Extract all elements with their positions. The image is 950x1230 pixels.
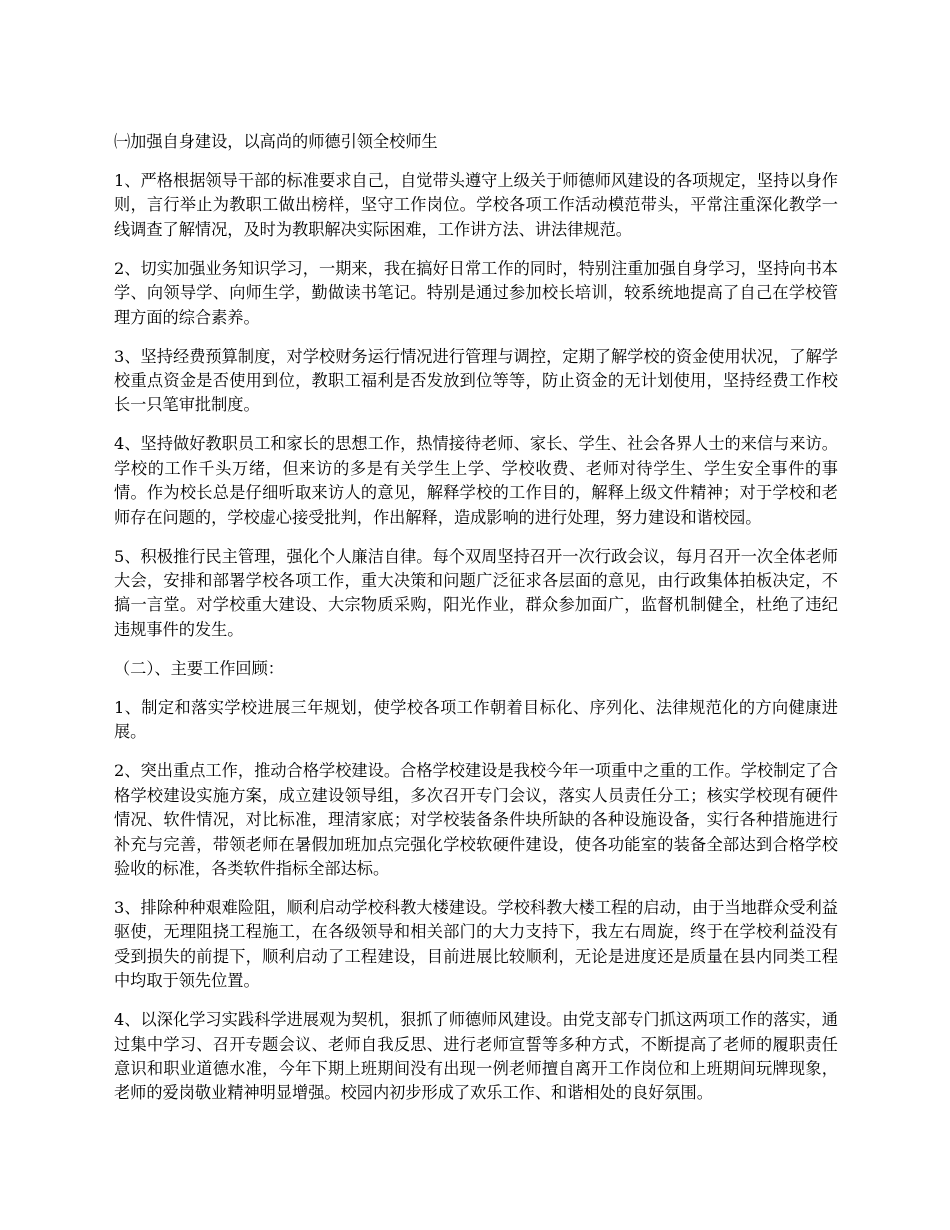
paragraph-1: 1、严格根据领导干部的标准要求自己，自觉带头遵守上级关于师德师风建设的各项规定，坚持以身作则，言行举止为教职工做出榜样，坚守工作岗位。学校各项工作活动模范带头，平常注重深化教学一线调查了解情况，及时为教职解决实际困难，工作讲方法、讲法律规范。 [114, 171, 838, 239]
paragraph-7: 2、突出重点工作，推动合格学校建设。合格学校建设是我校今年一项重中之重的工作。学校制定了合格学校建设实施方案，成立建设领导组，多次召开专门会议，落实人员责任分工；核实学校现有硬件情况、软件情况，对比标准，理清家底；对学校装备条件块所缺的各种设施设备，实行各种措施进行补充与完善，带领老师在暑假加班加点完强化学校软硬件建设，使各功能室的装备全部达到合格学校验收的标准，各类软件指标全部达标。 [114, 761, 838, 878]
paragraph-6: 1、制定和落实学校进展三年规划，使学校各项工作朝着目标化、序列化、法律规范化的方向健康进展。 [114, 697, 838, 742]
section-heading-1: ㈠加强自身建设，以高尚的师德引领全校师生 [114, 132, 438, 151]
paragraph-3: 3、坚持经费预算制度，对学校财务运行情况进行管理与调控，定期了解学校的资金使用状况，了解学校重点资金是否使用到位，教职工福利是否发放到位等等，防止资金的无计划使用，坚持经费工作校长一只笔审批制度。 [114, 346, 838, 415]
paragraph-4: 4、坚持做好教职员工和家长的思想工作，热情接待老师、家长、学生、社会各界人士的来信与来访。学校的工作千头万绪，但来访的多是有关学生上学、学校收费、老师对待学生、学生安全事件的事情。作为校长总是仔细听取来访人的意见，解释学校的工作目的，解释上级文件精神；对于学校和老师存在问题的，学校虚心接受批判，作出解释，造成影响的进行处理，努力建设和谐校园。 [114, 434, 838, 527]
paragraph-8: 3、排除种种艰难险阻，顺利启动学校科教大楼建设。学校科教大楼工程的启动，由于当地群众受利益驱使，无理阻挠工程施工，在各级领导和相关部门的大力支持下，我左右周旋，终于在学校利益没有受到损失的前提下，顺利启动了工程建设，目前进展比较顺利，无论是进度还是质量在县内同类工程中均取于领先位置。 [114, 897, 838, 991]
paragraph-2: 2、切实加强业务知识学习，一期来，我在搞好日常工作的同时，特别注重加强自身学习，坚持向书本学、向领导学、向师生学，勤做读书笔记。特别是通过参加校长培训，较系统地提高了自己在学校管理方面的综合素养。 [114, 258, 838, 327]
paragraph-5: 5、积极推行民主管理，强化个人廉洁自律。每个双周坚持召开一次行政会议，每月召开一次全体老师大会，安排和部署学校各项工作，重大决策和问题广泛征求各层面的意见，由行政集体拍板决定，不搞一言堂。对学校重大建设、大宗物质采购，阳光作业，群众参加面广，监督机制健全，杜绝了违纪违规事件的发生。 [114, 546, 838, 639]
section-heading-2: （二）、主要工作回顾： [114, 658, 284, 678]
paragraph-9: 4、以深化学习实践科学进展观为契机，狠抓了师德师风建设。由党支部专门抓这两项工作的落实，通过集中学习、召开专题会议、老师自我反思、进行老师宣誓等多种方式，不断提高了老师的履职责任意识和职业道德水准，今年下期上班期间没有出现一例老师擅自离开工作岗位和上班期间玩牌现象，老师的爱岗敬业精神明显增强。校园内初步形成了欢乐工作、和谐相处的良好氛围。 [114, 1010, 838, 1103]
